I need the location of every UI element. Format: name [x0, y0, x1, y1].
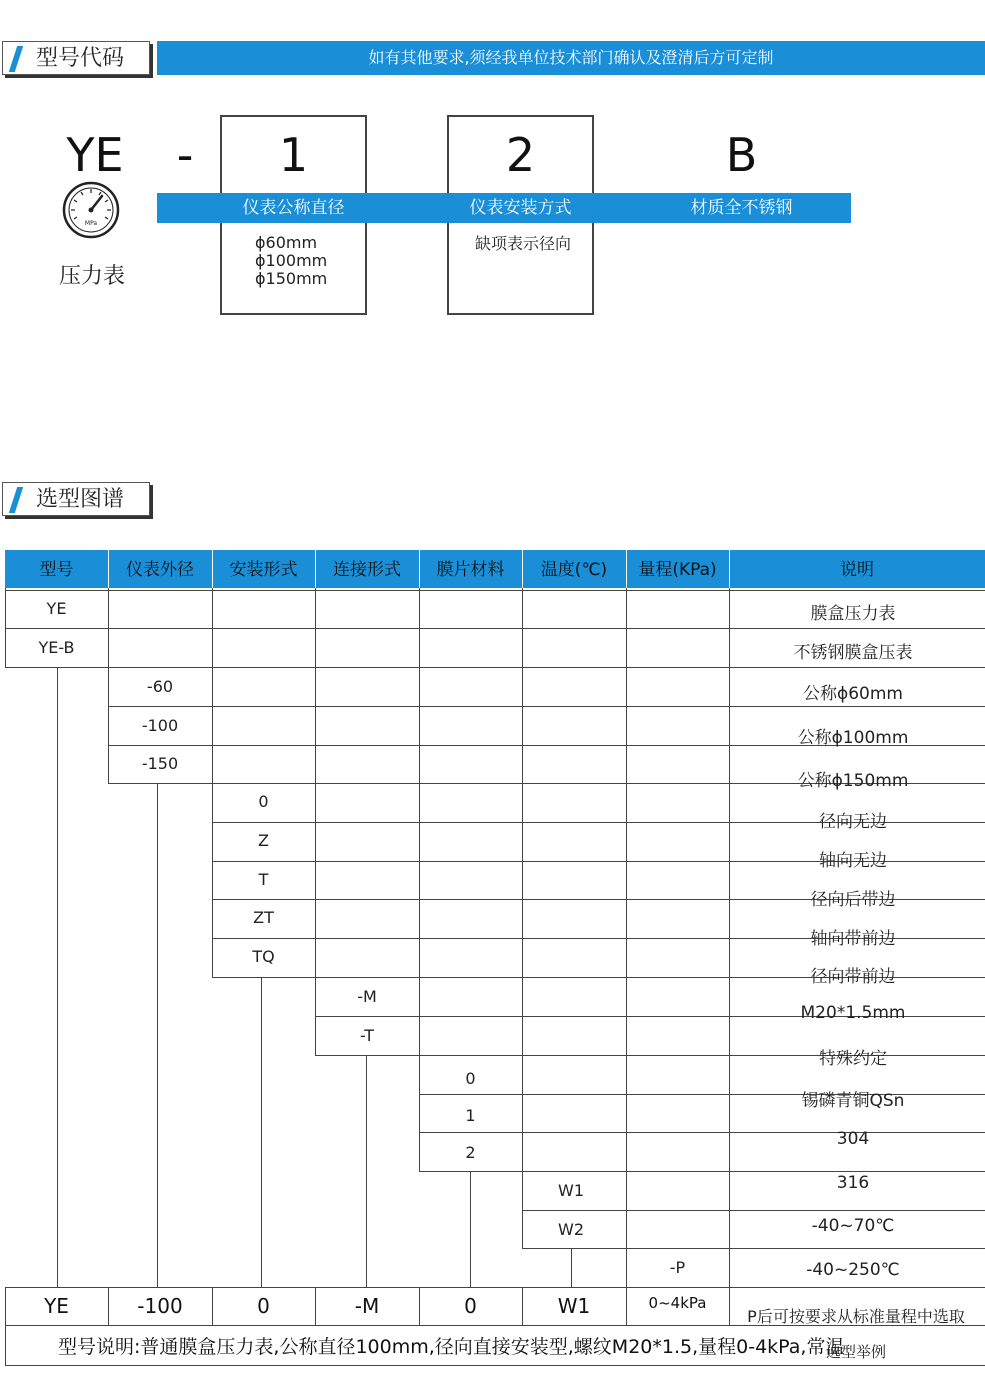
model-code: YE-B [38, 638, 75, 657]
mount-code: T [258, 870, 269, 889]
gauge-unit-text: MPa [84, 220, 98, 227]
description-text: 公称ϕ150mm [797, 771, 909, 791]
membrane-code: 2 [465, 1143, 476, 1162]
range-code: -P [669, 1258, 686, 1277]
section-title-selection-chart [2, 482, 150, 516]
diameter-label: 仪表公称直径 [242, 198, 345, 218]
grid-vline [366, 1055, 367, 1287]
description-text: 公称ϕ100mm [797, 728, 909, 748]
diameter-option: ϕ60mm [255, 233, 318, 252]
grid-vline [261, 977, 262, 1287]
connection-code: -T [359, 1026, 375, 1045]
grid-hline [5, 1365, 985, 1366]
pressure-gauge-icon [62, 181, 120, 239]
grid-hline [522, 1210, 985, 1211]
description-text: 径向无边 [819, 812, 887, 832]
description-text: 特殊约定 [819, 1049, 887, 1069]
grid-hline [5, 590, 985, 591]
mount-code: ZT [253, 908, 274, 927]
grid-vline [626, 588, 627, 1325]
material-label: 材质全不锈钢 [690, 198, 793, 218]
grid-vline [571, 1248, 572, 1287]
header-temperature: 温度(℃) [540, 560, 608, 580]
model-prefix: YE [66, 128, 124, 182]
grid-hline [419, 1171, 985, 1172]
section-title-text: 选型图谱 [36, 487, 125, 512]
gauge-label: 压力表 [58, 264, 125, 289]
description-text: P后可按要求从标准量程中选取 [747, 1307, 965, 1326]
mount-option: 缺项表示径向 [475, 234, 572, 253]
code-dash: - [176, 128, 194, 182]
title-accent-icon [9, 487, 23, 513]
membrane-code: 0 [465, 1069, 476, 1088]
example-membrane: 0 [464, 1294, 477, 1318]
description-text: 锡磷青铜QSn [801, 1091, 905, 1111]
connection-code: -M [357, 987, 377, 1006]
mount-code: TQ [252, 947, 275, 966]
material-code-value: B [725, 128, 758, 182]
section-title-text: 型号代码 [36, 46, 125, 71]
header-membrane: 膜片材料 [436, 560, 505, 580]
example-range: 0~4kPa [648, 1294, 707, 1312]
mount-label: 仪表安装方式 [469, 198, 572, 218]
example-connection: -M [354, 1294, 380, 1318]
description-text: 公称ϕ60mm [803, 684, 903, 704]
header-description: 说明 [840, 560, 874, 580]
section-title-model-code [2, 41, 150, 75]
description-text: 径向后带边 [810, 890, 896, 910]
model-explanation: 型号说明:普通膜盒压力表,公称直径100mm,径向直接安装型,螺纹M20*1.5,量程0-4kPa,常温 [58, 1336, 845, 1358]
grid-hline [5, 628, 985, 629]
grid-vline [57, 667, 58, 1287]
description-text: 径向带前边 [810, 967, 896, 987]
diameter-code-value: 1 [278, 128, 309, 182]
description-text: 304 [836, 1129, 870, 1149]
custom-notice-banner [157, 41, 985, 75]
description-text: 不锈钢膜盒压表 [793, 643, 913, 663]
temperature-code: W2 [558, 1220, 584, 1239]
grid-hline [5, 667, 985, 668]
description-text: 轴向无边 [819, 851, 887, 871]
grid-vline [470, 1171, 471, 1287]
example-temperature: W1 [557, 1294, 591, 1318]
grid-vline [157, 783, 158, 1287]
temperature-code: W1 [558, 1181, 584, 1200]
diameter-code: -60 [146, 677, 174, 696]
header-diameter: 仪表外径 [126, 560, 194, 580]
model-code: YE [46, 599, 67, 618]
description-text: 轴向带前边 [810, 929, 896, 949]
header-connection: 连接形式 [333, 560, 401, 580]
membrane-code: 1 [465, 1106, 476, 1125]
header-mount: 安装形式 [229, 560, 298, 580]
grid-vline [315, 588, 316, 1055]
example-caption: 选型举例 [826, 1343, 887, 1361]
mount-code: Z [258, 831, 269, 850]
mount-code: 0 [258, 792, 269, 811]
description-text: 膜盒压力表 [810, 604, 896, 624]
title-accent-icon [9, 46, 23, 72]
grid-vline [522, 588, 523, 1248]
example-diameter: -100 [137, 1294, 183, 1318]
description-text: 316 [836, 1173, 870, 1193]
description-text: -40~250℃ [806, 1260, 900, 1280]
diameter-option: ϕ150mm [255, 269, 328, 288]
grid-hline [108, 706, 985, 707]
diameter-code: -150 [141, 754, 179, 773]
diameter-code: -100 [141, 716, 179, 735]
description-text: -40~70℃ [811, 1216, 895, 1236]
description-text: M20*1.5mm [800, 1003, 906, 1023]
header-model: 型号 [39, 560, 74, 580]
mount-code-value: 2 [505, 128, 536, 182]
header-range: 量程(KPa) [638, 560, 717, 580]
custom-notice-text: 如有其他要求,须经我单位技术部门确认及澄清后方可定制 [368, 48, 774, 67]
example-mount: 0 [257, 1294, 270, 1318]
diameter-option: ϕ100mm [255, 251, 328, 270]
grid-hline [522, 1248, 985, 1249]
example-model: YE [44, 1294, 69, 1318]
